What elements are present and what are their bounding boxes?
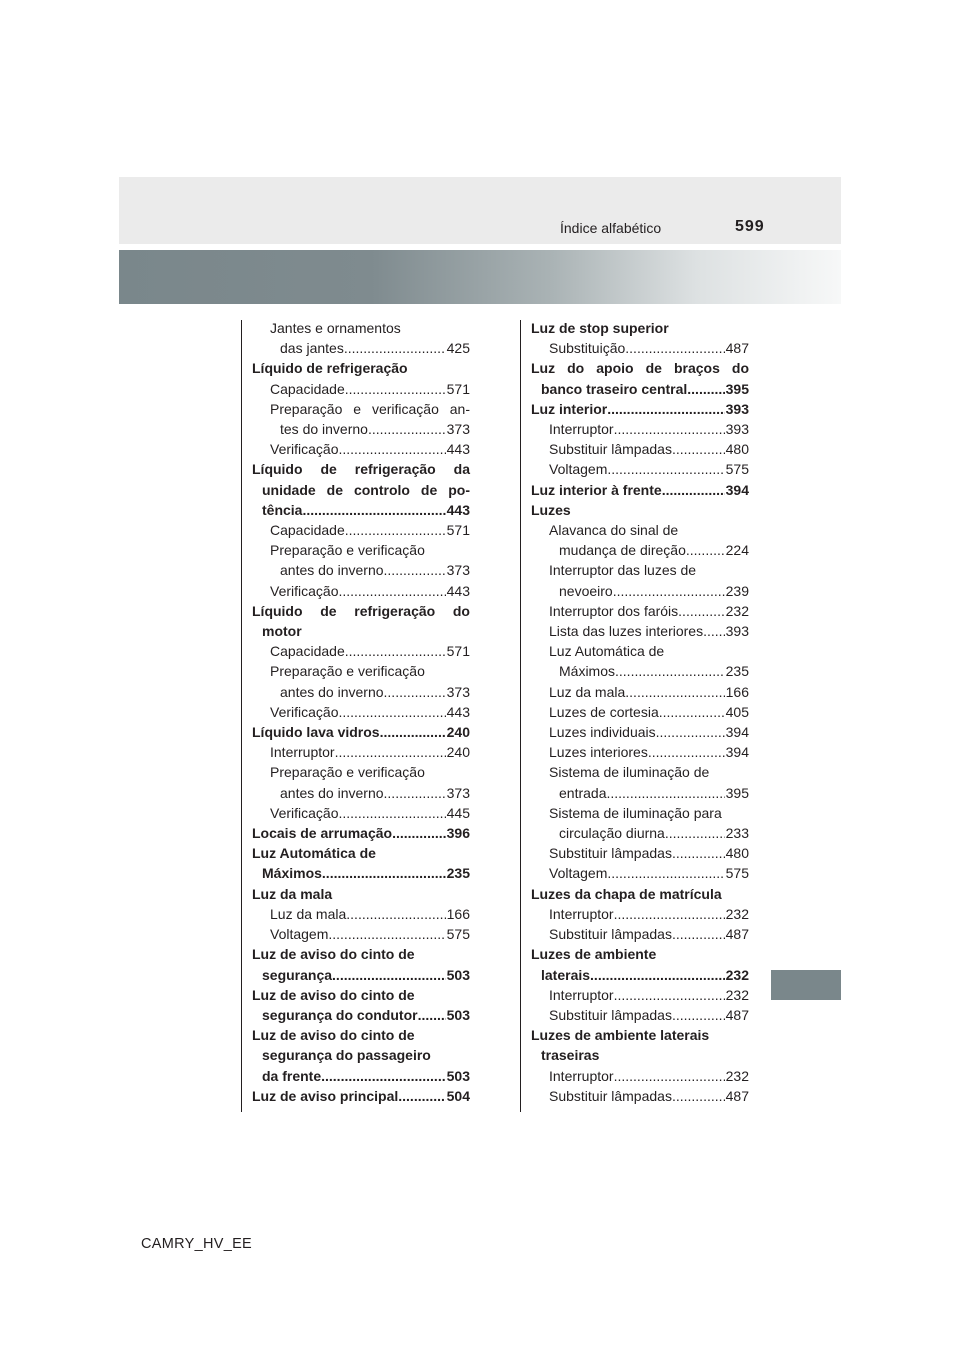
index-heading: Luzes de ambiente laterais: [531, 1027, 710, 1044]
entry-label: nevoeiro: [559, 582, 613, 599]
entry-label: Substituir lâmpadas: [549, 926, 672, 943]
entry-label: Luz interior à frente: [531, 481, 662, 498]
index-subheading: Jantes e ornamentos: [270, 320, 401, 336]
index-entry: [531, 621, 749, 641]
entry-label: Luz da mala: [270, 905, 347, 922]
index-heading: traseiras: [541, 1047, 600, 1064]
entry-page: 393: [725, 400, 749, 417]
entry-label: Capacidade: [270, 522, 345, 539]
entry-label: Verificação: [270, 441, 339, 458]
dot-leader: [346, 904, 445, 924]
entry-page: 405: [725, 703, 749, 720]
index-heading: Líquido de refrigeração: [252, 360, 408, 377]
dot-leader: [625, 338, 724, 358]
entry-page: 394: [725, 481, 749, 498]
entry-page: 443: [446, 501, 470, 518]
index-heading: Líquido de refrigeração do: [252, 602, 470, 619]
index-entry: [531, 1005, 749, 1025]
entry-label: Substituir lâmpadas: [549, 1006, 672, 1023]
dot-leader: [590, 965, 725, 985]
dot-leader: [614, 904, 725, 924]
entry-label: Luzes de cortesia: [549, 703, 659, 720]
entry-page: 503: [446, 966, 470, 983]
entry-label: Máximos: [262, 865, 322, 882]
entry-page: 373: [446, 421, 470, 438]
entry-page: 373: [446, 784, 470, 801]
entry-label: Substituir lâmpadas: [549, 845, 672, 862]
index-heading: Luz de aviso do cinto de: [252, 986, 415, 1003]
entry-page: 487: [725, 926, 749, 943]
entry-page: 240: [446, 724, 470, 741]
index-subheading: Preparação e verificação: [270, 663, 425, 680]
index-entry: [252, 1005, 470, 1025]
dot-leader: [338, 581, 445, 601]
index-entry: [252, 500, 470, 520]
index-entry: [531, 540, 749, 560]
index-entry: [252, 863, 470, 883]
header-gradient-band: [119, 250, 841, 304]
entry-page: 575: [725, 461, 749, 478]
header-bar: [119, 177, 841, 244]
index-entry: [252, 379, 470, 399]
index-subheading: Sistema de iluminação de: [549, 764, 710, 781]
chapter-tab: [771, 970, 841, 1000]
dot-leader: [686, 540, 725, 560]
entry-page: 571: [446, 380, 470, 397]
entry-label: das jantes: [280, 340, 344, 357]
index-column-right: [531, 318, 749, 1106]
index-entry: [252, 904, 470, 924]
dot-leader: [368, 419, 446, 439]
entry-label: Voltagem: [270, 926, 329, 943]
entry-page: 504: [446, 1087, 470, 1104]
entry-label: Interruptor: [270, 744, 335, 761]
dot-leader: [338, 439, 445, 459]
entry-page: 373: [446, 562, 470, 579]
index-entry: [531, 379, 749, 399]
page-number: 599: [735, 218, 765, 235]
dot-leader: [614, 1066, 725, 1086]
index-entry: [531, 601, 749, 621]
dot-leader: [345, 520, 446, 540]
entry-label: Verificação: [270, 582, 339, 599]
entry-page: 232: [725, 905, 749, 922]
index-heading: Luz de aviso do cinto de: [252, 1027, 415, 1044]
entry-label: Interruptor: [549, 986, 614, 1003]
entry-label: da frente: [262, 1067, 322, 1084]
entry-label: Lista das luzes interiores: [549, 623, 704, 640]
index-entry: [531, 1066, 749, 1086]
index-entry: [531, 843, 749, 863]
entry-label: Máximos: [559, 663, 616, 680]
index-heading: Luzes da chapa de matrícula: [531, 885, 722, 902]
entry-page: 395: [725, 784, 749, 801]
index-entry: [252, 803, 470, 823]
index-entry: [531, 459, 749, 479]
dot-leader: [678, 601, 724, 621]
dot-leader: [332, 965, 446, 985]
entry-label: segurança: [262, 966, 333, 983]
index-entry: [252, 783, 470, 803]
entry-page: 425: [446, 340, 470, 357]
index-heading: motor: [262, 623, 302, 640]
dot-leader: [687, 379, 724, 399]
entry-label: mudança de direção: [559, 542, 686, 559]
index-entry: [531, 439, 749, 459]
entry-label: laterais: [541, 966, 591, 983]
dot-leader: [656, 722, 725, 742]
entry-page: 232: [725, 1067, 749, 1084]
index-entry: [531, 399, 749, 419]
index-entry: [531, 661, 749, 681]
entry-page: 445: [446, 804, 470, 821]
entry-page: 393: [725, 623, 749, 640]
dot-leader: [625, 682, 724, 702]
section-title: Índice alfabético: [560, 220, 662, 236]
dot-leader: [607, 863, 724, 883]
entry-label: Luz interior: [531, 400, 608, 417]
column-divider-right: [520, 320, 521, 1112]
index-entry: [531, 904, 749, 924]
dot-leader: [338, 702, 445, 722]
index-entry: [252, 702, 470, 722]
entry-page: 373: [446, 683, 470, 700]
entry-label: Verificação: [270, 703, 339, 720]
index-entry: [252, 682, 470, 702]
index-entry: [252, 924, 470, 944]
index-entry: [252, 641, 470, 661]
entry-label: Capacidade: [270, 643, 345, 660]
entry-label: circulação diurna: [559, 825, 665, 842]
entry-page: 166: [446, 905, 470, 922]
entry-label: Capacidade: [270, 380, 345, 397]
dot-leader: [384, 560, 446, 580]
model-code: CAMRY_HV_EE: [141, 1236, 253, 1252]
entry-page: 575: [446, 926, 470, 943]
index-entry: [531, 419, 749, 439]
index-heading: Líquido de refrigeração da: [252, 461, 470, 478]
entry-label: Interruptor: [549, 1067, 614, 1084]
entry-label: Voltagem: [549, 461, 608, 478]
index-entry: [531, 581, 749, 601]
index-entry: [531, 985, 749, 1005]
dot-leader: [648, 742, 725, 762]
entry-page: 503: [446, 1067, 470, 1084]
index-entry: [531, 1086, 749, 1106]
entry-page: 443: [446, 441, 470, 458]
entry-page: 487: [725, 1087, 749, 1104]
dot-leader: [607, 459, 724, 479]
entry-label: segurança do condutor: [262, 1006, 418, 1023]
index-subheading: Preparação e verificação an-: [270, 400, 470, 417]
dot-leader: [665, 823, 725, 843]
index-entry: [252, 581, 470, 601]
dot-leader: [392, 823, 446, 843]
dot-leader: [302, 500, 445, 520]
entry-label: entrada: [559, 784, 607, 801]
index-heading: Luz da mala: [252, 885, 333, 902]
dot-leader: [321, 1066, 446, 1086]
dot-leader: [672, 439, 725, 459]
entry-page: 394: [725, 724, 749, 741]
dot-leader: [607, 399, 724, 419]
index-heading: unidade de controlo de po-: [262, 481, 470, 498]
index-entry: [252, 823, 470, 843]
entry-label: Verificação: [270, 804, 339, 821]
entry-page: 487: [725, 1006, 749, 1023]
dot-leader: [672, 843, 725, 863]
entry-page: 503: [446, 1006, 470, 1023]
entry-page: 239: [725, 582, 749, 599]
entry-page: 487: [725, 340, 749, 357]
index-entry: [252, 419, 470, 439]
entry-label: tência: [262, 501, 303, 518]
entry-label: banco traseiro central: [541, 380, 688, 397]
index-entry: [531, 702, 749, 722]
index-heading: Luzes: [531, 501, 571, 518]
dot-leader: [659, 702, 725, 722]
index-entry: [252, 520, 470, 540]
entry-page: 443: [446, 703, 470, 720]
index-entry: [531, 965, 749, 985]
entry-page: 571: [446, 522, 470, 539]
entry-page: 480: [725, 845, 749, 862]
entry-label: antes do inverno: [280, 562, 384, 579]
dot-leader: [322, 863, 446, 883]
entry-label: Substituir lâmpadas: [549, 1087, 672, 1104]
entry-page: 394: [725, 744, 749, 761]
entry-page: 235: [446, 865, 470, 882]
dot-leader: [615, 661, 725, 681]
index-entry: [252, 1066, 470, 1086]
index-entry: [252, 722, 470, 742]
entry-label: Interruptor: [549, 905, 614, 922]
entry-label: Luzes interiores: [549, 744, 648, 761]
index-heading: Luz do apoio de braços do: [531, 360, 749, 377]
index-entry: [252, 965, 470, 985]
index-subheading: Preparação e verificação: [270, 764, 425, 781]
dot-leader: [672, 1005, 725, 1025]
entry-page: 232: [725, 602, 749, 619]
entry-page: 166: [725, 683, 749, 700]
index-entry: [531, 742, 749, 762]
index-heading: Luz de aviso do cinto de: [252, 946, 415, 963]
entry-label: Interruptor: [549, 421, 614, 438]
entry-page: 571: [446, 643, 470, 660]
index-entry: [252, 742, 470, 762]
index-entry: [252, 439, 470, 459]
index-entry: [252, 560, 470, 580]
dot-leader: [672, 1086, 725, 1106]
index-entry: [531, 480, 749, 500]
entry-label: Luz da mala: [549, 683, 626, 700]
dot-leader: [384, 682, 446, 702]
index-subheading: Alavanca do sinal de: [549, 522, 679, 539]
index-subheading: Luz Automática de: [549, 643, 665, 660]
entry-page: 396: [446, 825, 470, 842]
dot-leader: [418, 1005, 446, 1025]
entry-label: Substituir lâmpadas: [549, 441, 672, 458]
dot-leader: [335, 742, 446, 762]
entry-label: Locais de arrumação: [252, 825, 393, 842]
entry-label: antes do inverno: [280, 784, 384, 801]
entry-page: 395: [725, 380, 749, 397]
dot-leader: [614, 419, 725, 439]
dot-leader: [328, 924, 445, 944]
index-entry: [531, 722, 749, 742]
entry-page: 443: [446, 582, 470, 599]
index-subheading: Interruptor das luzes de: [549, 562, 697, 579]
entry-page: 232: [725, 986, 749, 1003]
dot-leader: [662, 480, 725, 500]
entry-label: Voltagem: [549, 865, 608, 882]
entry-page: 393: [725, 421, 749, 438]
index-subheading: Sistema de iluminação para: [549, 804, 722, 821]
dot-leader: [613, 581, 725, 601]
index-entry: [252, 1086, 470, 1106]
index-entry: [531, 783, 749, 803]
index-entry: [531, 338, 749, 358]
index-entry: [252, 338, 470, 358]
dot-leader: [614, 985, 725, 1005]
entry-page: 233: [725, 825, 749, 842]
dot-leader: [703, 621, 725, 641]
entry-label: Substituição: [549, 340, 626, 357]
index-entry: [531, 682, 749, 702]
dot-leader: [344, 338, 446, 358]
entry-page: 240: [446, 744, 470, 761]
entry-label: Luz de aviso principal: [252, 1087, 399, 1104]
index-entry: [531, 863, 749, 883]
entry-label: Líquido lava vidros: [252, 724, 380, 741]
dot-leader: [338, 803, 445, 823]
index-subheading: Preparação e verificação: [270, 542, 425, 559]
index-heading: segurança do passageiro: [262, 1047, 431, 1064]
dot-leader: [606, 783, 724, 803]
entry-label: antes do inverno: [280, 683, 384, 700]
dot-leader: [345, 379, 446, 399]
column-divider-left: [241, 320, 242, 1112]
entry-page: 575: [725, 865, 749, 882]
entry-label: tes do inverno: [280, 421, 368, 438]
dot-leader: [672, 924, 725, 944]
entry-label: Luzes individuais: [549, 724, 656, 741]
entry-page: 224: [725, 542, 749, 559]
dot-leader: [380, 722, 446, 742]
entry-page: 480: [725, 441, 749, 458]
dot-leader: [345, 641, 446, 661]
index-column-left: [252, 318, 470, 1106]
index-heading: Luzes de ambiente: [531, 946, 657, 963]
dot-leader: [384, 783, 446, 803]
dot-leader: [398, 1086, 445, 1106]
index-entry: [531, 924, 749, 944]
entry-label: Interruptor dos faróis: [549, 602, 679, 619]
index-entry: [531, 823, 749, 843]
entry-page: 235: [725, 663, 749, 680]
index-heading: Luz Automática de: [252, 845, 376, 862]
index-heading: Luz de stop superior: [531, 320, 669, 336]
entry-page: 232: [725, 966, 749, 983]
